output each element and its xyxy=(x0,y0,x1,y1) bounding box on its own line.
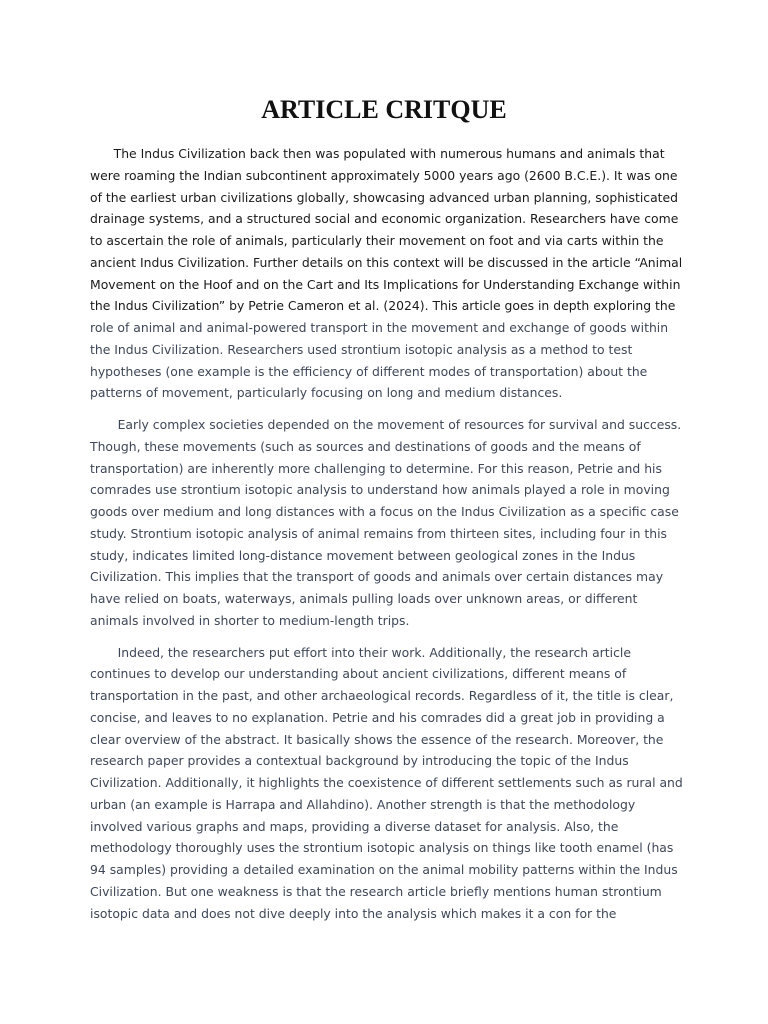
text-line: ancient Indus Civilization. Further details on this context will be discussed in the article “Animal xyxy=(90,254,683,270)
text-line: transportation in the past, and other archaeological records. Regardless of it, the title is clear, xyxy=(90,688,674,703)
text-line: research paper provides a contextual background by introducing the topic of the Indus xyxy=(90,753,629,769)
text-line: Civilization. This implies that the transport of goods and animals over certain distances may xyxy=(90,569,664,585)
text-line: involved various graphs and maps, providing a diverse dataset for analysis. Also, the xyxy=(90,818,619,834)
text-line: goods over medium and long distances with a focus on the Indus Civilization as a specific case xyxy=(90,504,679,519)
text-line: Early complex societies depended on the movement of resources for survival and success. xyxy=(90,417,682,432)
text-line: drainage systems, and a structured social and economic organization. Researchers have come xyxy=(90,211,679,227)
text-line: role of animal and animal-powered transport in the movement and exchange of goods within xyxy=(90,320,669,335)
paragraph-body-2 xyxy=(90,642,690,925)
paragraph-body-1 xyxy=(90,414,690,632)
text-line: Indeed, the researchers put effort into their work. Additionally, the research article xyxy=(90,644,631,660)
text-line: Movement on the Hoof and on the Cart and Its Implications for Understanding Exchange within xyxy=(90,276,681,292)
text-line: the Indus Civilization. Researchers used strontium isotopic analysis as a method to test xyxy=(90,341,633,357)
text-line: have relied on boats, waterways, animals pulling loads over unknown areas, or different xyxy=(90,591,638,606)
text-line: of the earliest urban civilizations globally, showcasing advanced urban planning, sophisticated xyxy=(90,189,679,205)
text-line: study. Strontium isotopic analysis of animal remains from thirteen sites, including four in this xyxy=(90,525,667,541)
text-line: Civilization. Additionally, it highlights the coexistence of different settlements such as rural and xyxy=(90,775,683,790)
text-line: patterns of movement, particularly focusing on long and medium distances. xyxy=(90,385,563,401)
paragraph-intro xyxy=(90,143,690,404)
text-line: concise, and leaves to no explanation. Petrie and his comrades did a great job in providing a xyxy=(90,709,665,725)
text-line: comrades use strontium isotopic analysis to understand how animals played a role in moving xyxy=(90,482,670,498)
text-line: were roaming the Indian subcontinent approximately 5000 years ago (2600 B.C.E.). It was one xyxy=(90,167,678,183)
text-line: 94 samples) providing a detailed examination on the animal mobility patterns within the Indus xyxy=(90,862,678,877)
document-body xyxy=(90,143,690,924)
document-title: ARTICLE CRITQUE xyxy=(261,95,507,124)
text-line: Though, these movements (such as sources and destinations of goods and the means of xyxy=(90,438,641,454)
text-line: methodology thoroughly uses the strontium isotopic analysis on things like tooth enamel (has xyxy=(90,840,674,856)
text-line: urban (an example is Harrapa and Allahdino). Another strength is that the methodology xyxy=(90,796,636,812)
text-line: isotopic data and does not dive deeply into the analysis which makes it a con for the xyxy=(90,905,617,921)
text-line: transportation) are inherently more challenging to determine. For this reason, Petrie and his xyxy=(90,460,662,476)
text-line: the Indus Civilization” by Petrie Cameron et al. (2024). This article goes in depth exploring the xyxy=(90,298,676,314)
text-line: continues to develop our understanding about ancient civilizations, different means of xyxy=(90,666,627,682)
text-line: hypotheses (one example is the efficiency of different modes of transportation) about the xyxy=(90,363,648,379)
text-line: study, indicates limited long-distance movement between geological zones in the Indus xyxy=(90,547,636,563)
text-line: clear overview of the abstract. It basically shows the essence of the research. Moreover, the xyxy=(90,731,664,747)
text-line: Civilization. But one weakness is that the research article briefly mentions human strontium xyxy=(90,883,662,899)
text-line: to ascertain the role of animals, particularly their movement on foot and via carts within the xyxy=(90,233,664,248)
text-line: animals involved in shorter to medium-length trips. xyxy=(90,612,410,628)
text-line: The Indus Civilization back then was populated with numerous humans and animals that xyxy=(90,146,665,161)
